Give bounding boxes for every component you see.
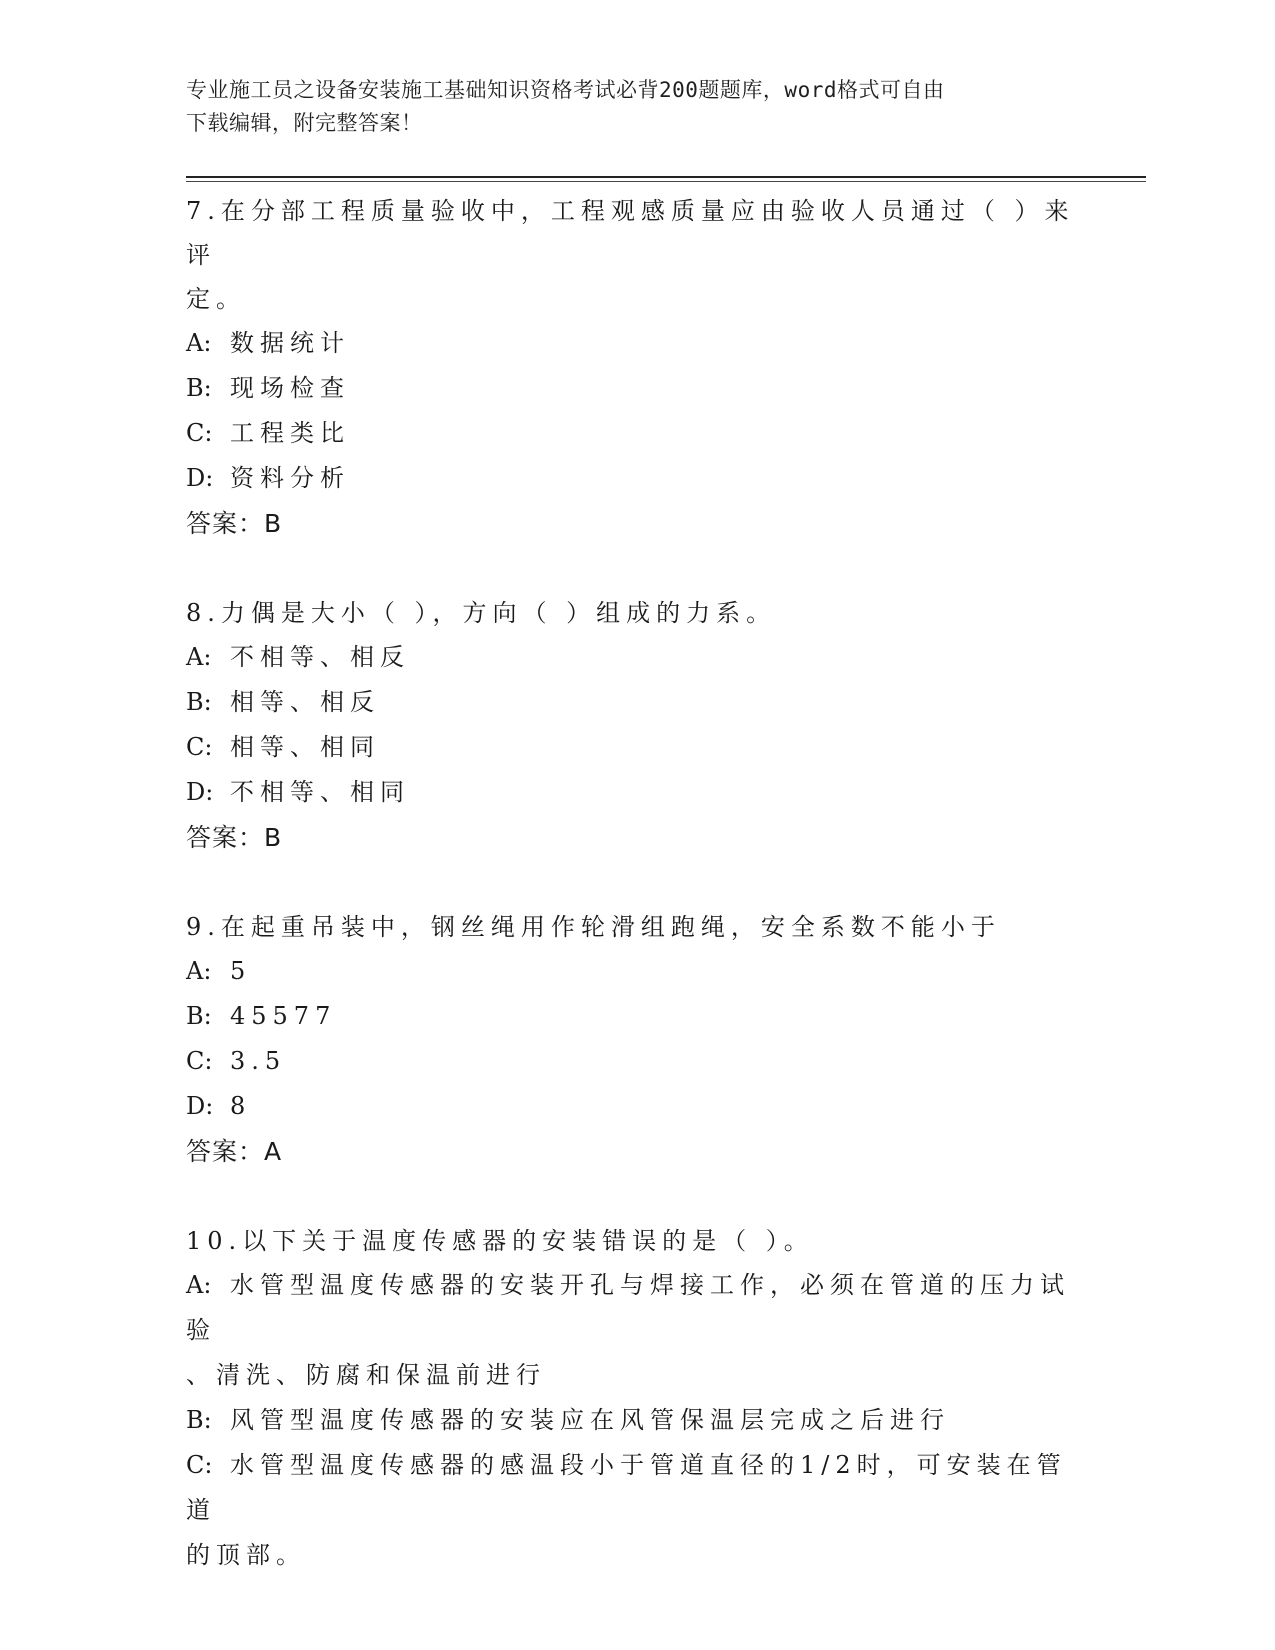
option-key: B: bbox=[186, 1002, 212, 1030]
option-text: 水管型温度传感器的感温段小于管道直径的1/2时，可安装在管道 bbox=[186, 1451, 1067, 1524]
option-a bbox=[186, 1263, 1086, 1353]
option-key: A: bbox=[186, 957, 212, 985]
header-divider-thick bbox=[186, 176, 1146, 178]
option-text: 5 bbox=[230, 957, 252, 985]
option-key: C: bbox=[186, 1451, 213, 1479]
option-text: 不相等、相同 bbox=[230, 778, 410, 806]
option-c-continued: 的顶部。 bbox=[186, 1541, 306, 1569]
option-text: 45577 bbox=[230, 1002, 337, 1030]
option-text: 8 bbox=[230, 1092, 252, 1120]
option-c bbox=[186, 725, 1086, 770]
question-list bbox=[186, 189, 1086, 1623]
option-b bbox=[186, 994, 1086, 1039]
header-title-line-2: 下载编辑，附完整答案！ bbox=[186, 111, 423, 135]
option-text: 水管型温度传感器的安装开孔与焊接工作，必须在管道的压力试验 bbox=[186, 1271, 1070, 1344]
option-c bbox=[186, 1039, 1086, 1084]
option-b bbox=[186, 366, 1086, 411]
option-key: A: bbox=[186, 1271, 212, 1299]
option-d bbox=[186, 770, 1086, 815]
option-key: A: bbox=[186, 643, 212, 671]
option-c bbox=[186, 411, 1086, 456]
option-key: D: bbox=[186, 1092, 214, 1120]
option-c bbox=[186, 1443, 1086, 1533]
option-d bbox=[186, 1084, 1086, 1129]
option-text: 相等、相同 bbox=[230, 733, 380, 761]
option-key: D: bbox=[186, 464, 214, 492]
header-title-line-1: 专业施工员之设备安装施工基础知识资格考试必背200题题库，word格式可自由 bbox=[186, 78, 945, 102]
header-divider-thin bbox=[186, 181, 1146, 182]
option-text: 工程类比 bbox=[230, 419, 350, 447]
option-b bbox=[186, 1398, 1086, 1443]
option-key: C: bbox=[186, 1047, 213, 1075]
question-7 bbox=[186, 189, 1086, 546]
answer-line: 答案：B bbox=[186, 823, 283, 852]
option-key: C: bbox=[186, 733, 213, 761]
option-b bbox=[186, 680, 1086, 725]
option-key: B: bbox=[186, 374, 212, 402]
question-stem-line: 7.在分部工程质量验收中，工程观感质量应由验收人员通过（ ）来评 bbox=[186, 197, 1075, 269]
option-text: 风管型温度传感器的安装应在风管保温层完成之后进行 bbox=[230, 1406, 950, 1434]
option-a bbox=[186, 949, 1086, 994]
option-text: 不相等、相反 bbox=[230, 643, 410, 671]
question-stem-line: 定。 bbox=[186, 285, 246, 313]
option-d bbox=[186, 456, 1086, 501]
option-text: 3.5 bbox=[230, 1047, 287, 1075]
question-9 bbox=[186, 905, 1086, 1174]
option-text: 现场检查 bbox=[230, 374, 350, 402]
question-stem-line: 9.在起重吊装中，钢丝绳用作轮滑组跑绳，安全系数不能小于 bbox=[186, 913, 1001, 941]
question-stem-line: 10.以下关于温度传感器的安装错误的是（ ）。 bbox=[186, 1227, 814, 1255]
question-10 bbox=[186, 1219, 1086, 1578]
option-key: A: bbox=[186, 329, 212, 357]
question-8 bbox=[186, 591, 1086, 860]
option-text: 数据统计 bbox=[230, 329, 350, 357]
option-key: C: bbox=[186, 419, 213, 447]
option-text: 相等、相反 bbox=[230, 688, 380, 716]
answer-line: 答案：B bbox=[186, 509, 283, 538]
option-a bbox=[186, 635, 1086, 680]
option-key: D: bbox=[186, 778, 214, 806]
option-key: B: bbox=[186, 1406, 212, 1434]
option-a-continued: 、清洗、防腐和保温前进行 bbox=[186, 1361, 546, 1389]
document-header bbox=[186, 74, 1066, 140]
option-key: B: bbox=[186, 688, 212, 716]
answer-line: 答案：A bbox=[186, 1137, 283, 1166]
option-text: 资料分析 bbox=[230, 464, 350, 492]
option-a bbox=[186, 321, 1086, 366]
question-stem-line: 8.力偶是大小（ ），方向（ ）组成的力系。 bbox=[186, 599, 777, 627]
